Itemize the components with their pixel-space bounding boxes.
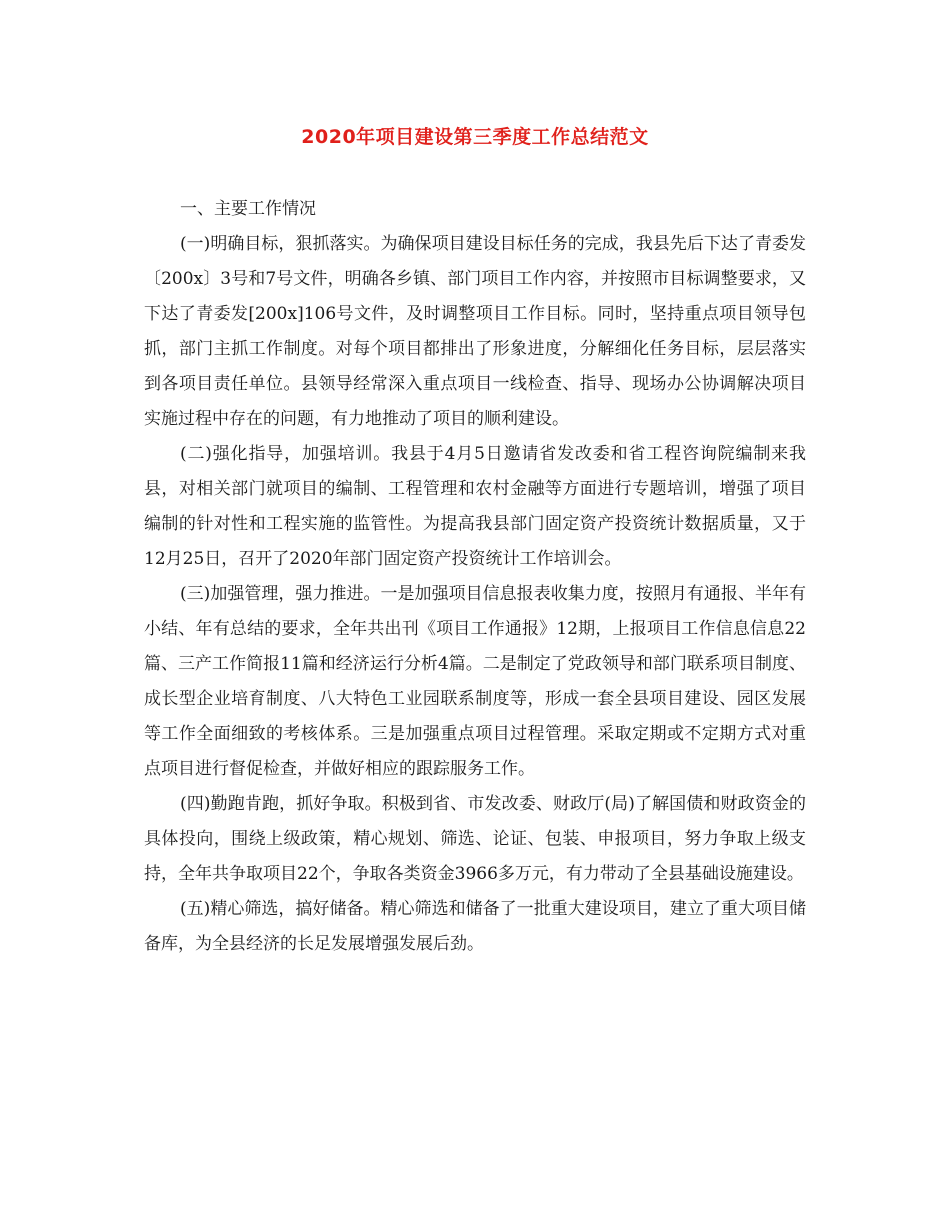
paragraph-reserve: (五)精心筛选，搞好储备。精心筛选和储备了一批重大建设项目，建立了重大项目储备库，为全县经济的长足发展增强发展后劲。 xyxy=(144,899,806,954)
paragraph-training: (二)强化指导，加强培训。我县于4月5日邀请省发改委和省工程咨询院编制来我县，对相关部门就项目的编制、工程管理和农村金融等方面进行专题培训，增强了项目编制的针对性和工程实施的监管性。为提高我县部门固定资产投资统计数据质量，又于12月25日，召开了2020年部门固定资产投资统计工作培训会。 xyxy=(144,444,806,569)
document-body xyxy=(144,192,806,962)
document-title: 2020年项目建设第三季度工作总结范文 xyxy=(301,126,649,148)
paragraph-management: (三)加强管理，强力推进。一是加强项目信息报表收集力度，按照月有通报、半年有小结、年有总结的要求，全年共出刊《项目工作通报》12期，上报项目工作信息信息22篇、三产工作简报11篇和经济运行分析4篇。二是制定了党政领导和部门联系项目制度、成长型企业培育制度、八大特色工业园联系制度等，形成一套全县项目建设、园区发展等工作全面细致的考核体系。三是加强重点项目过程管理。采取定期或不定期方式对重点项目进行督促检查，并做好相应的跟踪服务工作。 xyxy=(144,584,806,779)
section-heading: 一、主要工作情况 xyxy=(180,199,316,219)
paragraph-funding: (四)勤跑肯跑，抓好争取。积极到省、市发改委、财政厅(局)了解国债和财政资金的具体投向，围绕上级政策，精心规划、筛选、论证、包装、申报项目，努力争取上级支持，全年共争取项目22个，争取各类资金3966多万元，有力带动了全县基础设施建设。 xyxy=(144,794,806,884)
paragraph-goals: (一)明确目标，狠抓落实。为确保项目建设目标任务的完成，我县先后下达了青委发〔200x〕3号和7号文件，明确各乡镇、部门项目工作内容，并按照市目标调整要求，又下达了青委发[200x]106号文件，及时调整项目工作目标。同时，坚持重点项目领导包抓，部门主抓工作制度。对每个项目都排出了形象进度，分解细化任务目标，层层落实到各项目责任单位。县领导经常深入重点项目一线检查、指导、现场办公协调解决项目实施过程中存在的问题，有力地推动了项目的顺利建设。 xyxy=(144,234,806,429)
